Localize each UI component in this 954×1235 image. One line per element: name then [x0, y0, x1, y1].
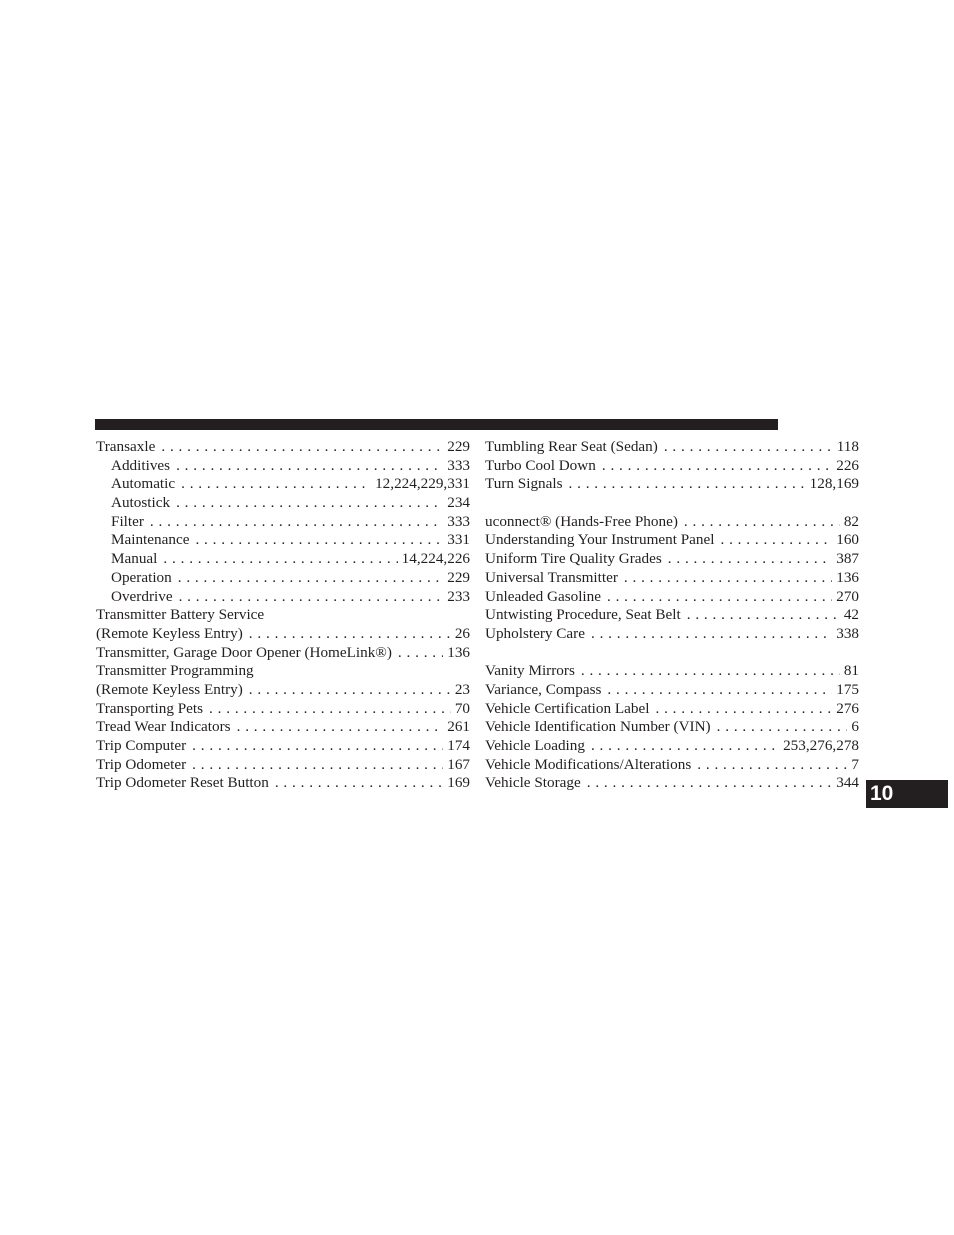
index-page-numbers[interactable]: 333 — [447, 512, 470, 530]
index-term: (Remote Keyless Entry) — [96, 680, 243, 698]
dot-leader — [581, 662, 840, 681]
index-term: Turn Signals — [485, 475, 563, 493]
index-term: Transmitter Battery Service — [96, 606, 265, 624]
index-entry — [96, 662, 470, 681]
index-entry — [485, 457, 859, 476]
index-page-numbers[interactable]: 26 — [454, 624, 470, 642]
index-entry — [96, 700, 470, 719]
index-term: Tread Wear Indicators — [96, 718, 231, 736]
index-entry — [96, 737, 470, 756]
index-entry — [96, 438, 470, 457]
index-term: Additives — [111, 456, 171, 474]
index-entry — [96, 644, 470, 663]
index-page-numbers[interactable]: 229 — [447, 438, 470, 455]
index-column-right — [485, 438, 859, 793]
section-tab[interactable]: 10 — [866, 780, 948, 808]
dot-leader — [150, 513, 443, 532]
dot-leader — [720, 531, 832, 550]
index-entry — [485, 475, 859, 494]
index-gap — [485, 494, 859, 513]
index-term: Variance, Compass — [485, 680, 602, 698]
index-page-numbers[interactable]: 82 — [843, 512, 859, 530]
dot-leader — [587, 774, 832, 793]
index-term: Trip Odometer — [96, 755, 187, 773]
index-term: Transaxle — [96, 438, 156, 455]
index-term: Vehicle Certification Label — [485, 699, 650, 717]
dot-leader — [209, 700, 451, 719]
index-entry — [485, 438, 859, 457]
index-entry — [485, 662, 859, 681]
index-term: Vehicle Modifications/Alterations — [485, 755, 692, 773]
index-page-numbers[interactable]: 12,224,229,331 — [375, 475, 470, 493]
index-entry — [485, 700, 859, 719]
index-term: Transmitter Programming — [96, 662, 254, 680]
index-entry — [485, 681, 859, 700]
index-entry — [96, 625, 470, 644]
dot-leader — [163, 550, 397, 569]
index-entry — [96, 681, 470, 700]
index-term: Untwisting Procedure, Seat Belt — [485, 606, 681, 624]
index-entry — [485, 550, 859, 569]
index-term: Vanity Mirrors — [485, 662, 575, 680]
dot-leader — [398, 644, 443, 663]
index-entry — [485, 606, 859, 625]
dot-leader — [664, 438, 833, 457]
dot-leader — [591, 737, 779, 756]
index-term: Operation — [111, 568, 172, 586]
index-entry — [96, 531, 470, 550]
index-page-numbers[interactable]: 128,169 — [809, 475, 859, 493]
index-page-numbers[interactable]: 338 — [836, 624, 859, 642]
index-term: Vehicle Storage — [485, 774, 581, 792]
dot-leader — [624, 569, 832, 588]
dot-leader — [161, 438, 443, 457]
dot-leader — [687, 606, 840, 625]
index-page-numbers[interactable]: 160 — [836, 531, 859, 549]
index-term: Understanding Your Instrument Panel — [485, 531, 715, 549]
index-entry — [96, 756, 470, 775]
dot-leader — [179, 588, 444, 607]
dot-leader — [249, 681, 451, 700]
dot-leader — [237, 718, 444, 737]
dot-leader — [192, 756, 443, 775]
dot-leader — [178, 569, 443, 588]
dot-leader — [684, 513, 840, 532]
index-page-numbers[interactable]: 229 — [447, 568, 470, 586]
index-page-numbers[interactable]: 175 — [836, 680, 859, 698]
dot-leader — [591, 625, 832, 644]
dot-leader — [569, 475, 806, 494]
index-page-numbers[interactable]: 118 — [836, 438, 859, 455]
index-page-numbers[interactable]: 174 — [447, 737, 470, 754]
index-entry — [485, 569, 859, 588]
index-page-numbers[interactable]: 70 — [454, 699, 470, 717]
index-page-numbers[interactable]: 6 — [851, 718, 859, 736]
index-term: Maintenance — [111, 531, 190, 549]
index-page-numbers[interactable]: 253,276,278 — [783, 737, 859, 754]
index-entry — [96, 457, 470, 476]
index-term: Vehicle Loading — [485, 737, 585, 754]
index-term: Upholstery Care — [485, 624, 585, 642]
dot-leader — [607, 681, 832, 700]
index-page-numbers[interactable]: 233 — [447, 587, 470, 605]
index-term: Universal Transmitter — [485, 568, 618, 586]
index-entry — [96, 718, 470, 737]
index-term: Overdrive — [111, 587, 173, 605]
index-entry — [485, 756, 859, 775]
index-column-left — [96, 438, 470, 793]
index-term: Transporting Pets — [96, 699, 204, 717]
header-rule — [95, 419, 778, 430]
index-page-numbers[interactable]: 261 — [447, 718, 470, 736]
index-term: Uniform Tire Quality Grades — [485, 550, 662, 568]
index-entry — [96, 550, 470, 569]
index-term: Trip Odometer Reset Button — [96, 774, 269, 792]
index-page-numbers[interactable]: 234 — [447, 494, 470, 512]
index-page-numbers[interactable]: 270 — [836, 587, 859, 605]
index-entry — [485, 531, 859, 550]
index-page-numbers[interactable]: 42 — [843, 606, 859, 624]
index-term: Filter — [111, 512, 144, 530]
dot-leader — [275, 774, 443, 793]
index-term: Autostick — [111, 494, 171, 512]
index-entry — [485, 513, 859, 532]
index-entry — [96, 475, 470, 494]
index-page-numbers[interactable]: 81 — [843, 662, 859, 680]
index-entry — [96, 588, 470, 607]
dot-leader — [195, 531, 443, 550]
dot-leader — [181, 475, 371, 494]
index-term: Trip Computer — [96, 737, 187, 754]
index-page-numbers[interactable]: 226 — [836, 456, 859, 474]
dot-leader — [176, 457, 443, 476]
index-page-numbers[interactable]: 14,224,226 — [401, 550, 470, 568]
index-page-numbers[interactable]: 169 — [447, 774, 470, 792]
dot-leader — [249, 625, 451, 644]
dot-leader — [717, 718, 848, 737]
index-page-numbers[interactable]: 331 — [447, 531, 470, 549]
index-entry — [485, 737, 859, 756]
index-entry — [96, 513, 470, 532]
index-entry — [485, 625, 859, 644]
index-entry — [96, 569, 470, 588]
index-page-numbers[interactable]: 136 — [447, 643, 470, 661]
index-entry — [485, 718, 859, 737]
dot-leader — [655, 700, 832, 719]
index-term: Turbo Cool Down — [485, 456, 596, 474]
index-page-numbers[interactable]: 23 — [454, 680, 470, 698]
index-term: uconnect® (Hands-Free Phone) — [485, 512, 678, 530]
index-term: Automatic — [111, 475, 176, 493]
index-page-numbers[interactable]: 136 — [836, 568, 859, 586]
dot-leader — [697, 756, 847, 775]
index-term: Tumbling Rear Seat (Sedan) — [485, 438, 658, 455]
index-term: Vehicle Identification Number (VIN) — [485, 718, 711, 736]
dot-leader — [192, 737, 443, 756]
index-page-numbers[interactable]: 344 — [836, 774, 859, 792]
dot-leader — [602, 457, 832, 476]
index-page-numbers[interactable]: 167 — [447, 755, 470, 773]
index-term: (Remote Keyless Entry) — [96, 624, 243, 642]
index-page-numbers[interactable]: 387 — [836, 550, 859, 568]
index-entry — [96, 606, 470, 625]
index-entry — [485, 588, 859, 607]
index-page-numbers[interactable]: 333 — [447, 456, 470, 474]
index-entry — [485, 774, 859, 793]
index-term: Transmitter, Garage Door Opener (HomeLink®) — [96, 643, 392, 661]
dot-leader — [607, 588, 832, 607]
index-page-numbers[interactable]: 276 — [836, 699, 859, 717]
index-gap — [485, 644, 859, 663]
index-page-numbers[interactable]: 7 — [851, 755, 859, 773]
index-entry — [96, 774, 470, 793]
dot-leader — [176, 494, 443, 513]
dot-leader — [668, 550, 832, 569]
index-term: Manual — [111, 550, 158, 568]
index-term: Unleaded Gasoline — [485, 587, 601, 605]
index-entry — [96, 494, 470, 513]
